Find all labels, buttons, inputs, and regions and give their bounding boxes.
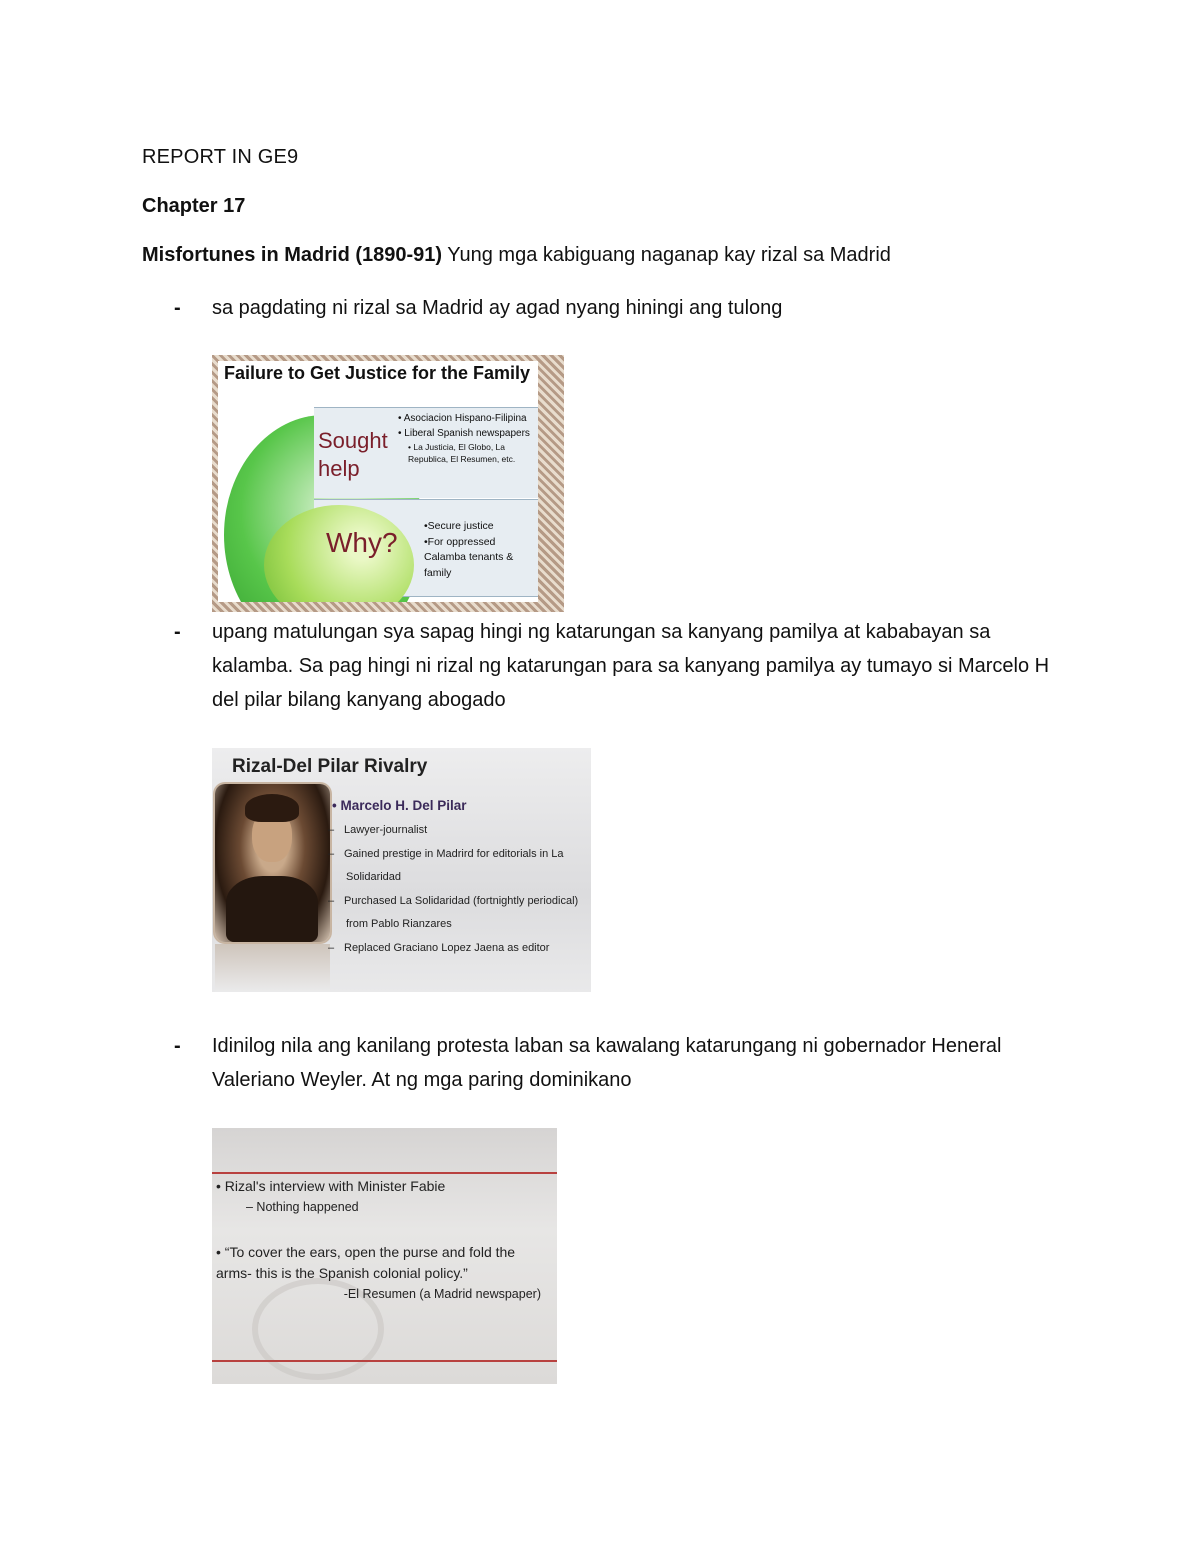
why-list [424, 519, 534, 581]
list-item: •For oppressed Calamba tenants & family [424, 535, 514, 579]
help-list [398, 411, 538, 465]
list-item: • Asociacion Hispano-Filipina [398, 413, 527, 424]
bullet-text: sa pagdating ni rizal sa Madrid ay agad nyang hiningi ang tulong [212, 297, 783, 319]
slide-failure-to-get-justice [212, 355, 564, 612]
list-item: – Gained prestige in Madrird for editorials in La Solidaridad [328, 847, 564, 883]
chapter-heading: Chapter 17 [142, 195, 246, 217]
portrait-reflection [215, 944, 330, 992]
list-item: – Lawyer-journalist [328, 824, 428, 836]
report-title: REPORT IN GE9 [142, 146, 299, 168]
bullet-text: upang matulungan sya sapag hingi ng katarungan sa kanyang pamilya at kababayan sa kalamba. Sa pag hingi ni rizal ng katarungan para sa kanyang pamilya ay tumayo si Marcelo H del pilar bilang kanyang abogado [212, 621, 1050, 711]
list-heading: • Marcelo H. Del Pilar [332, 798, 467, 813]
bullet-marker: - [174, 1035, 181, 1057]
list-item: • Rizal's interview with Minister Fabie [216, 1178, 446, 1194]
why-label: Why? [326, 527, 398, 558]
section-subheading [142, 244, 891, 267]
slide-title: Rizal-Del Pilar Rivalry [232, 756, 428, 777]
portrait-body [226, 876, 318, 942]
subheading-bold: Misfortunes in Madrid (1890-91) [142, 244, 443, 266]
list-item: – Purchased La Solidaridad (fortnightly periodical) from Pablo Rianzares [328, 894, 579, 930]
divider-line [212, 1360, 557, 1362]
quote-item: • “To cover the ears, open the purse and fold the arms- this is the Spanish colonial policy.” [216, 1244, 516, 1281]
bullet-marker: - [174, 297, 181, 319]
sought-help-label [318, 427, 388, 483]
list-subitem: • La Justicia, El Globo, La Republica, El Resumen, etc. [408, 442, 516, 464]
help-label: help [318, 456, 360, 481]
list-item: • Liberal Spanish newspapers [398, 428, 530, 439]
list-item: – Replaced Graciano Lopez Jaena as editor [328, 941, 550, 954]
slide-title: Failure to Get Justice for the Family [224, 363, 531, 383]
bullet-marker: - [174, 621, 181, 643]
slide-rizal-del-pilar-rivalry [212, 748, 591, 992]
subheading-rest: Yung mga kabiguang naganap kay rizal sa Madrid [442, 244, 891, 266]
slide-content [216, 1176, 551, 1305]
sought-label: Sought [318, 428, 388, 453]
bullet-text: Idinilog nila ang kanilang protesta laban sa kawalang katarungang ni gobernador Heneral Valeriano Weyler. At ng mga paring dominikano [212, 1035, 1002, 1091]
quote-source: -El Resumen (a Madrid newspaper) [343, 1287, 541, 1301]
list-item: •Secure justice [424, 520, 494, 532]
slide-minister-fabie [212, 1128, 557, 1384]
divider-line [212, 1172, 557, 1174]
del-pilar-list [328, 798, 587, 960]
list-subitem: – Nothing happened [246, 1200, 359, 1214]
portrait-hair [245, 794, 299, 822]
slide-canvas [218, 361, 538, 602]
